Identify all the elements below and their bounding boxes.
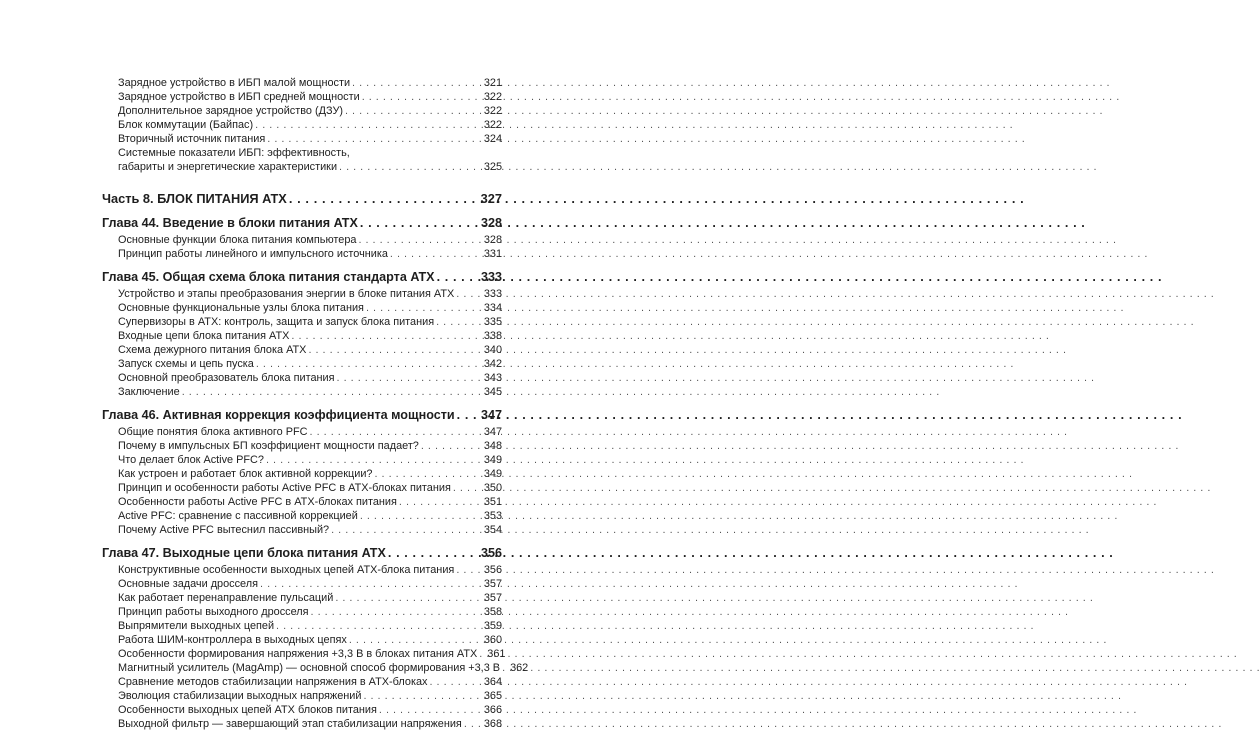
entry-title: Основные функции блока питания компьютера — [118, 234, 357, 246]
entry-title: Особенности формирования напряжения +3,3 В в блоках питания ATX — [118, 648, 478, 660]
dot-leader — [362, 90, 482, 104]
toc-entry[interactable] — [102, 301, 502, 315]
toc-entry[interactable] — [102, 104, 502, 118]
toc-entry[interactable] — [102, 605, 502, 619]
dot-leader — [456, 563, 482, 577]
entry-page: 343 — [483, 372, 502, 384]
dot-leader — [349, 633, 482, 647]
entry-page: 325 — [483, 161, 502, 173]
dot-leader — [358, 233, 481, 247]
entry-page: 366 — [483, 704, 502, 716]
entry-page: 334 — [483, 302, 502, 314]
intro-section — [102, 76, 502, 174]
entry-title: Active PFC: сравнение с пассивной коррекцией — [118, 510, 358, 522]
entry-title: Конструктивные особенности выходных цепей ATX-блока питания — [118, 564, 455, 576]
entry-page: 353 — [483, 510, 502, 522]
toc-entry[interactable] — [102, 385, 502, 399]
dot-leader — [331, 523, 482, 537]
entry-title: Принцип и особенности работы Active PFC в ATX-блоках питания — [118, 482, 451, 494]
dot-leader — [267, 132, 482, 146]
dot-leader — [363, 689, 481, 703]
dot-leader — [182, 385, 482, 399]
toc-entry[interactable] — [102, 233, 502, 247]
chapter-page: 347 — [480, 408, 502, 422]
entry-page: 333 — [483, 288, 502, 300]
entry-page: 324 — [483, 133, 502, 145]
dot-leader — [399, 495, 482, 509]
entry-page: 338 — [483, 330, 502, 342]
chapter-heading[interactable] — [102, 545, 502, 561]
dot-leader — [421, 439, 482, 453]
entry-title: Заключение — [118, 386, 180, 398]
dot-leader — [374, 467, 481, 481]
dot-leader — [256, 357, 482, 371]
toc-entry[interactable] — [102, 287, 502, 301]
entry-title: Принцип работы выходного дросселя — [118, 606, 309, 618]
dot-leader — [379, 703, 482, 717]
toc-entry[interactable] — [102, 619, 502, 633]
entry-title: Зарядное устройство в ИБП малой мощности — [118, 77, 351, 89]
entry-page: 351 — [483, 496, 502, 508]
dot-leader — [390, 247, 482, 261]
dot-leader — [457, 407, 479, 423]
toc-entry[interactable] — [102, 495, 502, 509]
chapter-heading[interactable] — [102, 407, 502, 423]
entry-page: 354 — [483, 524, 502, 536]
dot-leader — [337, 371, 482, 385]
entry-title: Вторичный источник питания — [118, 133, 266, 145]
chapter-title: Глава 46. Активная коррекция коэффициента мощности — [102, 408, 455, 422]
toc-entry[interactable] — [102, 689, 502, 703]
entry-title: Как работает перенаправление пульсаций — [118, 592, 334, 604]
dot-leader — [388, 545, 479, 561]
dot-leader — [335, 591, 482, 605]
entry-title: Особенности выходных цепей ATX блоков питания — [118, 704, 377, 716]
entry-title: Блок коммутации (Байпас) — [118, 119, 254, 131]
entry-page: 368 — [483, 718, 502, 730]
chapter-page: 333 — [480, 270, 502, 284]
entry-page: 350 — [483, 482, 502, 494]
entry-title: Зарядное устройство в ИБП средней мощности — [118, 91, 360, 103]
entry-title: Почему в импульсных БП коэффициент мощности падает? — [118, 440, 419, 452]
toc-entry[interactable] — [102, 661, 529, 675]
chapter-page: 328 — [480, 216, 502, 230]
entry-page: 364 — [483, 676, 502, 688]
toc-entry-multiline[interactable] — [102, 146, 502, 174]
toc-entry[interactable] — [102, 90, 502, 104]
dot-leader — [339, 160, 482, 174]
toc-entry[interactable] — [102, 523, 502, 537]
entry-title: Что делает блок Active PFC? — [118, 454, 264, 466]
part-heading[interactable] — [102, 191, 502, 207]
entry-page: 335 — [483, 316, 502, 328]
table-of-contents — [102, 76, 529, 731]
toc-entry[interactable] — [102, 371, 502, 385]
part-title: Часть 8. БЛОК ПИТАНИЯ ATX — [102, 191, 287, 206]
entry-title: Устройство и этапы преобразования энергии в блоке питания ATX — [118, 288, 455, 300]
entry-title: Сравнение методов стабилизации напряжения в ATX-блоках — [118, 676, 428, 688]
toc-entry[interactable] — [102, 591, 502, 605]
toc-entry[interactable] — [102, 76, 502, 90]
entry-title: Основные функциональные узлы блока питания — [118, 302, 364, 314]
chapter-title: Глава 47. Выходные цепи блока питания ATX — [102, 546, 386, 560]
toc-entry[interactable] — [102, 633, 502, 647]
entry-page: 331 — [483, 248, 502, 260]
entry-title: Запуск схемы и цепь пуска — [118, 358, 254, 370]
dot-leader — [453, 481, 482, 495]
entry-page: 362 — [510, 662, 529, 674]
toc-entry[interactable] — [102, 509, 502, 523]
entry-page: 365 — [483, 690, 502, 702]
entry-page: 321 — [483, 77, 502, 89]
dot-leader — [345, 104, 482, 118]
entry-title: Основные задачи дросселя — [118, 578, 259, 590]
toc-entry[interactable] — [102, 647, 506, 661]
toc-entry[interactable] — [102, 717, 502, 731]
dot-leader — [464, 717, 482, 731]
toc-entry[interactable] — [102, 247, 502, 261]
entry-title: Как устроен и работает блок активной коррекции? — [118, 468, 373, 480]
entry-page: 322 — [483, 91, 502, 103]
chapter-heading[interactable] — [102, 215, 502, 231]
entry-page: 358 — [483, 606, 502, 618]
chapter-title: Глава 44. Введение в блоки питания ATX — [102, 216, 358, 230]
dot-leader — [437, 269, 479, 285]
dot-leader — [260, 577, 482, 591]
toc-entry[interactable] — [102, 675, 502, 689]
entry-title: Выходной фильтр — завершающий этап стабилизации напряжения — [118, 718, 462, 730]
entry-page: 361 — [487, 648, 506, 660]
dot-leader — [360, 509, 482, 523]
toc-entry[interactable] — [102, 315, 502, 329]
entry-title: Особенности работы Active PFC в ATX-блоках питания — [118, 496, 397, 508]
entry-title-line1: Системные показатели ИБП: эффективность, — [118, 147, 350, 159]
entry-title: Магнитный усилитель (MagAmp) — основной способ формирования +3,3 В — [118, 662, 501, 674]
dot-leader — [479, 647, 485, 661]
toc-entry[interactable] — [102, 357, 502, 371]
part-page: 327 — [480, 191, 502, 206]
dot-leader — [291, 329, 481, 343]
toc-entry[interactable] — [102, 132, 502, 146]
entry-page: 345 — [483, 386, 502, 398]
entry-page: 356 — [483, 564, 502, 576]
book-page — [0, 0, 600, 750]
toc-entry[interactable] — [102, 703, 502, 717]
dot-leader — [456, 287, 482, 301]
entry-title: Принцип работы линейного и импульсного источника — [118, 248, 388, 260]
toc-entry[interactable] — [102, 563, 502, 577]
entry-page: 340 — [483, 344, 502, 356]
entry-title: Выпрямители выходных цепей — [118, 620, 275, 632]
toc-entry[interactable] — [102, 329, 502, 343]
entry-page: 342 — [483, 358, 502, 370]
dot-leader — [266, 453, 482, 467]
toc-entry[interactable] — [102, 439, 502, 453]
toc-entry[interactable] — [102, 343, 502, 357]
entry-page: 360 — [483, 634, 502, 646]
toc-entry[interactable] — [102, 481, 502, 495]
entry-title: Работа ШИМ-контроллера в выходных цепях — [118, 634, 347, 646]
entry-second-row — [118, 160, 502, 174]
entry-title: Дополнительное зарядное устройство (ДЗУ) — [118, 105, 343, 117]
dot-leader — [366, 301, 482, 315]
dot-leader — [310, 425, 482, 439]
chapter-title: Глава 45. Общая схема блока питания стандарта ATX — [102, 270, 435, 284]
entry-title: Супервизоры в ATX: контроль, защита и запуск блока питания — [118, 316, 435, 328]
dot-leader — [311, 605, 482, 619]
entry-title: Эволюция стабилизации выходных напряжений — [118, 690, 362, 702]
dot-leader — [255, 118, 482, 132]
dot-leader — [276, 619, 482, 633]
entry-title: Схема дежурного питания блока ATX — [118, 344, 307, 356]
entry-page: 322 — [483, 105, 502, 117]
dot-leader — [352, 76, 482, 90]
entry-page: 347 — [483, 426, 502, 438]
entry-page: 328 — [483, 234, 502, 246]
toc-entry[interactable] — [102, 118, 502, 132]
dot-leader — [502, 661, 508, 675]
entry-page: 322 — [483, 119, 502, 131]
dot-leader — [429, 675, 481, 689]
chapter-heading[interactable] — [102, 269, 502, 285]
entry-page: 357 — [483, 592, 502, 604]
dot-leader — [360, 215, 479, 231]
dot-leader — [308, 343, 481, 357]
toc-entry[interactable] — [102, 467, 502, 481]
chapter-page: 356 — [480, 546, 502, 560]
dot-leader — [289, 191, 479, 207]
entry-title: Общие понятия блока активного PFC — [118, 426, 308, 438]
toc-entry[interactable] — [102, 453, 502, 467]
toc-entry[interactable] — [102, 577, 502, 591]
entry-title-line2: габариты и энергетические характеристики — [118, 161, 338, 173]
entry-title: Основной преобразователь блока питания — [118, 372, 335, 384]
dot-leader — [436, 315, 482, 329]
entry-page: 349 — [483, 468, 502, 480]
entry-title: Почему Active PFC вытеснил пассивный? — [118, 524, 330, 536]
entry-page: 359 — [483, 620, 502, 632]
entry-page: 348 — [483, 440, 502, 452]
entry-page: 357 — [483, 578, 502, 590]
entry-title: Входные цепи блока питания ATX — [118, 330, 290, 342]
entry-page: 349 — [483, 454, 502, 466]
toc-entry[interactable] — [102, 425, 502, 439]
